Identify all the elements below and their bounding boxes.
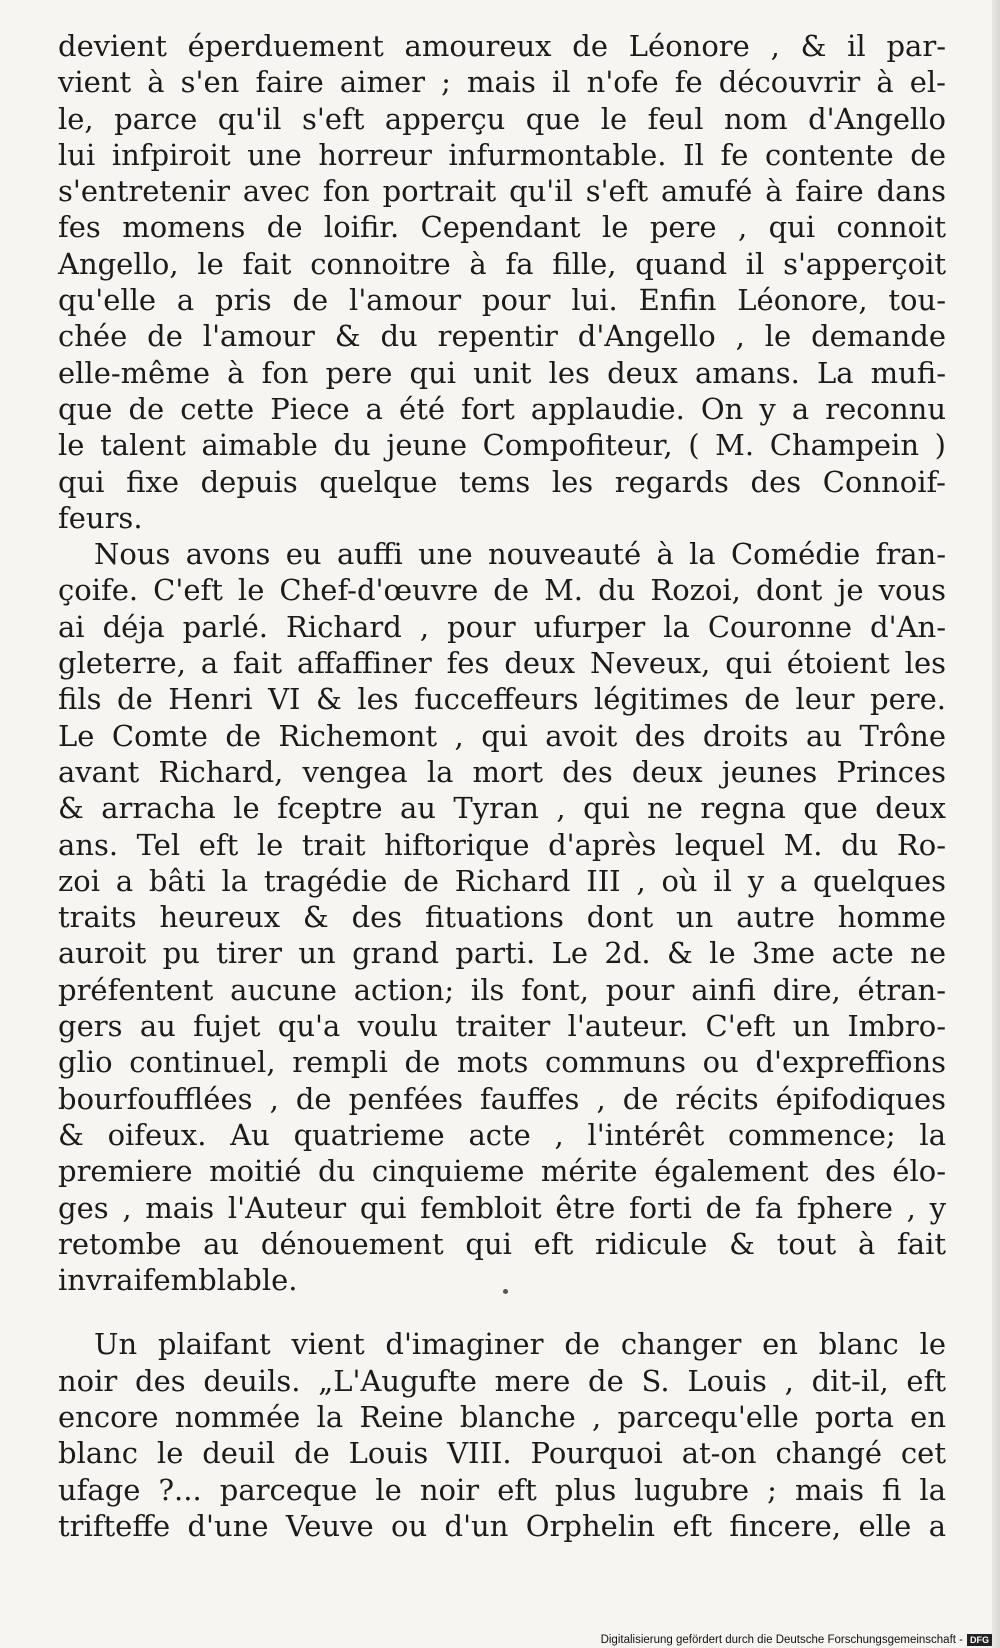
text-line: ges , mais l'Auteur qui fembloit être forti de fa fphere , y [58,1190,946,1225]
paragraph-1 [58,28,946,536]
text-line: gers au fujet qu'a voulu traiter l'auteur. C'eft un Imbro- [58,1009,946,1044]
credit-text: Digitalisierung gefördert durch die Deutsche Forschungsgemeinschaft - [600,1634,963,1646]
text-line: Un plaifant vient d'imaginer de changer en blanc le [94,1327,946,1362]
text-line: glio continuel, rempli de mots communs ou d'expreffions [58,1045,946,1080]
text-line: ai déja parlé. Richard , pour ufurper la Couronne d'An- [58,609,946,644]
page-edge-shadow [992,0,1000,1648]
text-line: trifteffe d'une Veuve ou d'un Orphelin eft fincere, elle a [58,1508,946,1543]
text-line: lui infpiroit une horreur infurmontable. Il fe contente de [58,137,946,172]
text-line: Le Comte de Richemont , qui avoit des droits au Trône [58,718,946,753]
text-line: ans. Tel eft le trait hiftorique d'après lequel M. du Ro- [58,827,946,862]
dfg-logo: DFG [967,1634,992,1646]
text-line: premiere moitié du cinquieme mérite également des élo- [58,1154,946,1189]
text-line: vient à s'en faire aimer ; mais il n'ofe fe découvrir à el- [58,65,946,100]
text-line: auroit pu tirer un grand parti. Le 2d. & le 3me acte ne [58,936,946,971]
text-line: qui fixe depuis quelque tems les regards des Connoif- [58,464,946,499]
paragraph-separator [58,1298,946,1326]
text-line: zoi a bâti la tragédie de Richard III , où il y a quelques [58,863,946,898]
text-line: encore nommée la Reine blanche , parcequ'elle porta en [58,1399,946,1434]
text-line: invraifemblable. [58,1263,298,1298]
text-line: & oifeux. Au quatrieme acte , l'intérêt commence; la [58,1117,946,1152]
text-line: feurs. [58,500,143,535]
text-line: le talent aimable du jeune Compofiteur, ( M. Champein ) [58,428,946,463]
text-line: çoife. C'eft le Chef-d'œuvre de M. du Rozoi, dont je vous [58,573,946,608]
text-line: Nous avons eu auffi une nouveauté à la Comédie fran- [94,537,946,572]
text-line: s'entretenir avec fon portrait qu'il s'eft amufé à faire dans [58,174,946,209]
paragraph-3 [58,1326,946,1544]
text-line: & arracha le fceptre au Tyran , qui ne regna que deux [58,791,946,826]
text-line: retombe au dénouement qui eft ridicule & tout à fait [58,1226,946,1261]
text-line: chée de l'amour & du repentir d'Angello , le demande [58,319,946,354]
text-line: avant Richard, vengea la mort des deux jeunes Princes [58,754,946,789]
text-line: qu'elle a pris de l'amour pour lui. Enfin Léonore, tou- [58,283,946,318]
text-line: Angello, le fait connoitre à fa fille, quand il s'apperçoit [58,246,946,281]
text-line: fils de Henri VI & les fucceffeurs légitimes de leur pere. [58,682,946,717]
body-text [58,28,946,1544]
text-line: devient éperduement amoureux de Léonore , & il par- [58,29,946,63]
text-line: gleterre, a fait affaffiner fes deux Neveux, qui étoient les [58,646,946,681]
text-line: elle-même à fon pere qui unit les deux amans. La mufi- [58,355,946,390]
text-line: le, parce qu'il s'eft apperçu que le feul nom d'Angello [58,101,946,136]
text-line: ufage ?... parceque le noir eft plus lugubre ; mais fi la [58,1472,946,1507]
text-line: noir des deuils. „L'Augufte mere de S. Louis , dit-il, eft [58,1363,946,1398]
paragraph-2 [58,536,946,1298]
text-line: que de cette Piece a été fort applaudie. On y a reconnu [58,391,946,426]
text-line: traits heureux & des fituations dont un autre homme [58,900,946,935]
text-line: préfentent aucune action; ils font, pour ainfi dire, étran- [58,972,946,1007]
digitization-credit [601,1634,992,1646]
ink-dot [503,1289,508,1294]
text-line: blanc le deuil de Louis VIII. Pourquoi at-on changé cet [58,1436,946,1471]
text-line: bourfoufflées , de penfées fauffes , de récits épifodiques [58,1081,946,1116]
text-line: fes momens de loifir. Cependant le pere , qui connoit [58,210,946,245]
